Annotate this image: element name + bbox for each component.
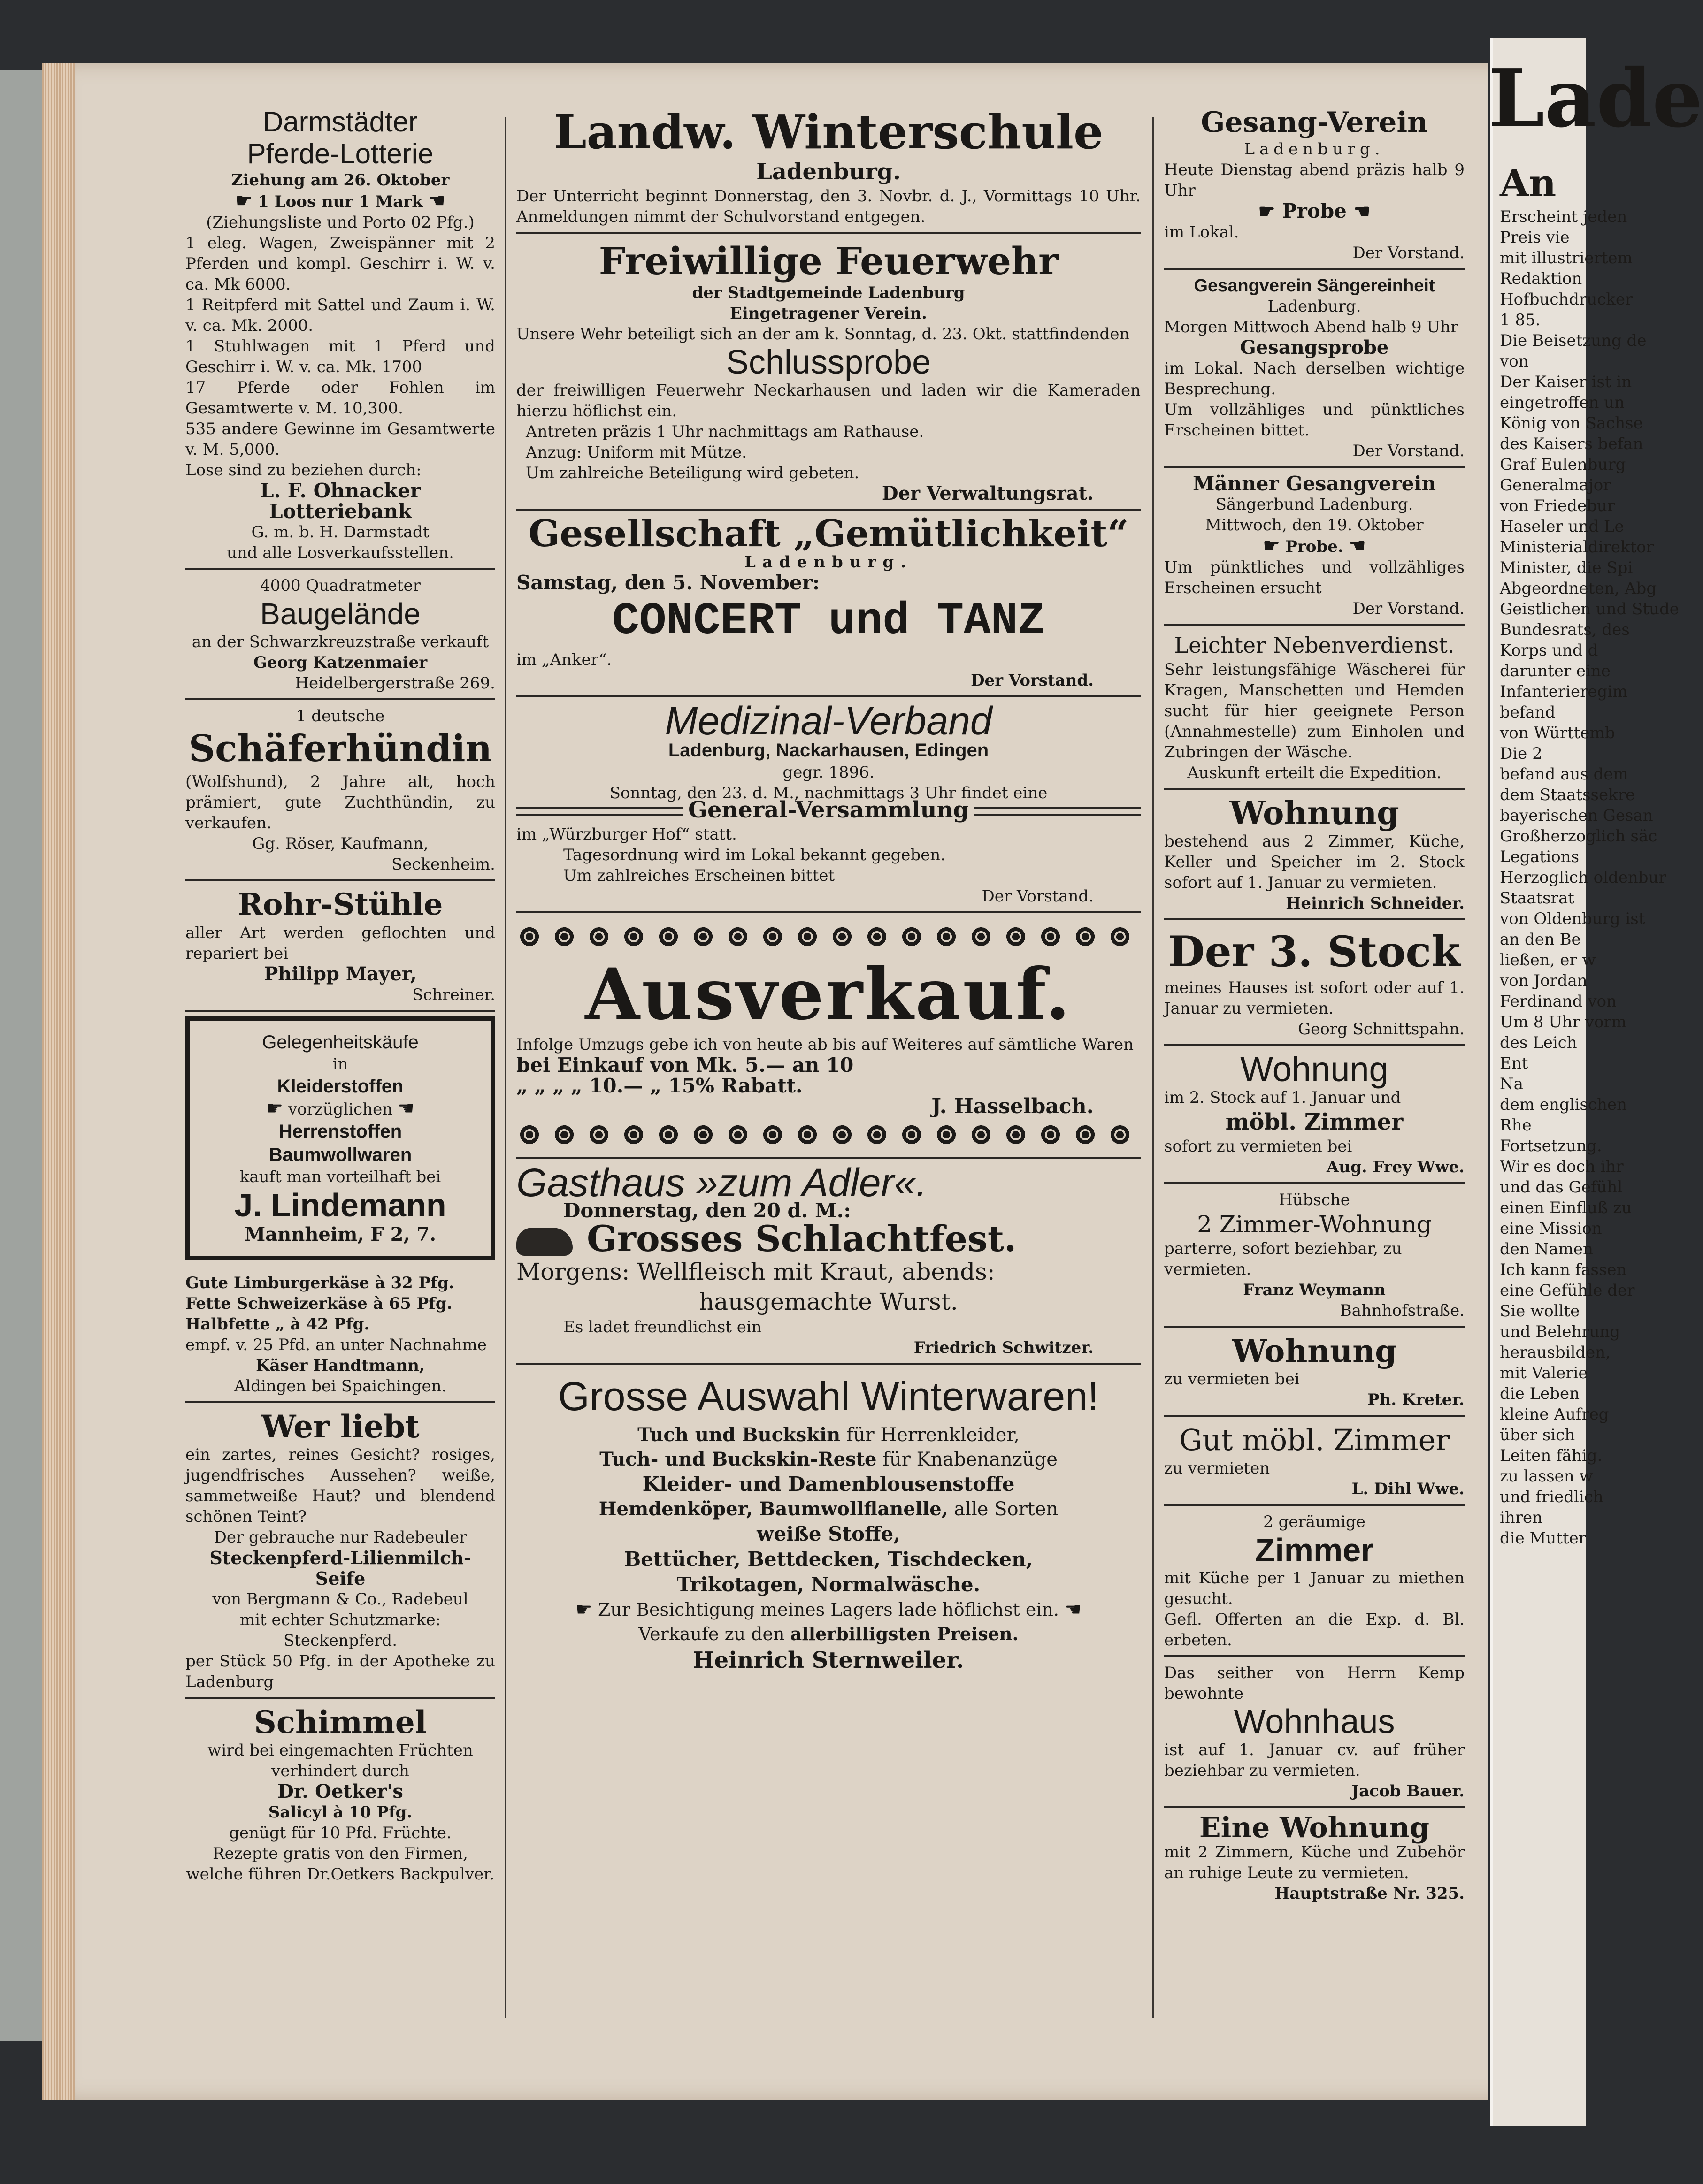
wohnung2-sub: möbl. Zimmer — [1225, 1109, 1404, 1135]
saenger-sign: Der Vorstand. — [1352, 442, 1465, 460]
adjacent-page — [1488, 38, 1703, 2126]
cheese-ad — [185, 1270, 495, 1403]
dritter-stock-ad — [1164, 923, 1465, 1046]
adjacent-page-line: Haseler und Le — [1500, 517, 1624, 536]
adjacent-page-line: Herzoglich oldenbur — [1500, 868, 1666, 887]
chairs-text: aller Art werden geflochten und repariert bei — [185, 924, 495, 963]
medizin-text: Sonntag, den 23. d. M., nachmittags 3 Uhr findet eine — [609, 784, 1048, 802]
neben-title: Leichter Nebenverdienst. — [1174, 633, 1455, 658]
pointing-hand-icon: ☛ — [235, 190, 253, 212]
medizin-sign: Der Vorstand. — [982, 887, 1094, 906]
gesang-place: Ladenburg. — [1244, 140, 1385, 159]
lindemann-line-2: ☛ vorzüglichen ☚ — [266, 1098, 414, 1119]
adjacent-page-line: bayerischen Gesan — [1500, 806, 1653, 825]
adjacent-page-line: eine Mission — [1500, 1219, 1602, 1238]
adler-line-3: Es ladet freundlichst ein — [563, 1318, 762, 1336]
lottery-title-1: Darmstädter — [262, 106, 418, 137]
adjacent-page-line: Sie wollte — [1500, 1302, 1580, 1321]
adjacent-page-line: von Jordan — [1500, 971, 1588, 990]
adjacent-page-line: von Württemb — [1500, 724, 1615, 742]
feuerwehr-sub-1: der Stadtgemeinde Ladenburg — [692, 283, 965, 302]
cheese-line-1: Gute Limburgerkäse à 32 Pfg. — [185, 1274, 454, 1292]
adjacent-page-line: Preis vie — [1500, 228, 1570, 247]
feuerwehr-line-3: Um zahlreiche Beteiligung wird gebeten. — [526, 464, 859, 482]
adjacent-page-line: Die Beisetzung de — [1500, 331, 1647, 350]
adjacent-page-line: Rhe — [1500, 1116, 1532, 1135]
adjacent-page-line: Bundesrats, des — [1500, 620, 1630, 639]
saenger-text-2: im Lokal. Nach derselben wichtige Besprechung. — [1164, 359, 1465, 398]
moebl-text: zu vermieten — [1164, 1459, 1270, 1478]
medizin-founded: gegr. 1896. — [782, 763, 875, 782]
adler-title: Gasthaus »zum Adler«. — [516, 1161, 927, 1205]
adjacent-page-line: an den Be — [1500, 930, 1581, 949]
wohnung3-title: Wohnung — [1232, 1333, 1397, 1369]
adjacent-page-line: Redaktion — [1500, 269, 1582, 288]
gemuet-place: Ladenburg. — [744, 553, 913, 572]
winterwaren-title: Grosse Auswahl Winterwaren! — [558, 1374, 1099, 1419]
book-spine — [0, 70, 45, 2041]
wohnhaus-pre: Das seither von Herrn Kemp bewohnte — [1164, 1664, 1465, 1703]
winterwaren-line-7: Trikotagen, Normalwäsche. — [676, 1573, 981, 1596]
adjacent-page-line: Generalmajor — [1500, 476, 1611, 495]
adjacent-page-line: eine Gefühle der — [1500, 1281, 1635, 1300]
adjacent-page-line: Staatsrat — [1500, 889, 1574, 908]
lindemann-ad — [185, 1016, 495, 1260]
column-rule-2 — [1152, 117, 1154, 2018]
saenger-text-3: Um vollzähliges und pünktliches Erscheinen bittet. — [1164, 400, 1465, 440]
page-edge — [42, 63, 75, 2100]
pointing-hand-icon: ☚ — [1353, 200, 1371, 222]
feuerwehr-probe: Schlussprobe — [726, 344, 931, 381]
gemuetlichkeit-ad — [516, 513, 1141, 697]
cheese-place: Aldingen bei Spaichingen. — [234, 1377, 447, 1396]
adler-line-1: Morgens: Wellfleisch mit Kraut, abends: — [516, 1258, 995, 1285]
adjacent-page-line: befand aus dem — [1500, 765, 1628, 784]
adjacent-page-line: Wir es doch ihr — [1500, 1157, 1624, 1176]
adjacent-page-line: Leiten fähig. — [1500, 1446, 1603, 1465]
adjacent-page-line: Graf Eulenburg — [1500, 455, 1626, 474]
pointing-hand-icon: ☛ — [1263, 535, 1280, 557]
lottery-prize-1: 1 eleg. Wagen, Zweispänner mit 2 Pferden und kompl. Geschirr i. W. v. ca. Mk 6000. — [185, 234, 495, 294]
adler-ad — [516, 1162, 1141, 1365]
feuerwehr-line-2: Anzug: Uniform mit Mütze. — [526, 443, 747, 462]
gesang-probe: ☛ Probe ☚ — [1258, 199, 1371, 222]
wohnung-frey-ad — [1164, 1049, 1465, 1184]
adjacent-page-line: Korps und d — [1500, 641, 1598, 660]
soap-title: Wer liebt — [261, 1408, 420, 1445]
adjacent-page-line: Ent — [1500, 1054, 1528, 1073]
winterwaren-line-5: weiße Stoffe, — [757, 1522, 900, 1545]
wohnhaus-text: ist auf 1. Januar cv. auf früher beziehbar zu vermieten. — [1164, 1741, 1465, 1780]
adjacent-page-line: 1 85. — [1500, 311, 1541, 329]
wohnhaus-name: Jacob Bauer. — [1351, 1782, 1465, 1801]
saenger-place: Ladenburg. — [1267, 297, 1361, 316]
ausverkauf-text: Infolge Umzugs gebe ich von heute ab bis auf Weiteres auf sämtliche Waren — [516, 1035, 1134, 1054]
zweizimmer-title: 2 Zimmer-Wohnung — [1197, 1211, 1432, 1238]
wohnung1-text: bestehend aus 2 Zimmer, Küche, Keller und Speicher im 2. Stock sofort auf 1. Januar zu vermieten. — [1164, 832, 1465, 892]
adjacent-page-line: Um 8 Uhr vorm — [1500, 1013, 1626, 1031]
oetker-product: Salicyl à 10 Pfg. — [268, 1803, 413, 1822]
adjacent-page-line: den Namen — [1500, 1240, 1593, 1259]
chairs-job: Schreiner. — [412, 985, 495, 1004]
adler-line-2: hausgemachte Wurst. — [699, 1288, 958, 1315]
saenger-title: Gesangverein Sängereinheit — [1194, 276, 1435, 296]
eine-wohnung-ad — [1164, 1811, 1465, 1909]
winterwaren-ad — [516, 1367, 1141, 1679]
column-rule-1 — [505, 117, 506, 2018]
adjacent-page-line: An — [1500, 161, 1557, 205]
soap-maker: von Bergmann & Co., Radebeul — [212, 1590, 468, 1609]
lottery-prize-5: 535 andere Gewinne im Gesamtwerte v. M. 5,000. — [185, 420, 495, 459]
moebliertes-zimmer-ad — [1164, 1420, 1465, 1506]
cheese-line-4: empf. v. 25 Pfd. an unter Nachnahme — [185, 1336, 487, 1354]
oetker-suff: genügt für 10 Pfd. Früchte. — [229, 1824, 452, 1842]
soap-price: per Stück 50 Pfg. in der Apotheke zu Ladenburg — [185, 1652, 495, 1691]
saenger-probe: Gesangsprobe — [1240, 336, 1389, 359]
wohnung3-name: Ph. Kreter. — [1367, 1390, 1465, 1409]
adjacent-page-line: von — [1500, 352, 1529, 371]
feuerwehr-title: Freiwillige Feuerwehr — [598, 239, 1059, 283]
adjacent-page-line: eingetroffen un — [1500, 393, 1625, 412]
lindemann-line-5: kauft man vorteilhaft bei — [239, 1168, 441, 1186]
ausverkauf-name: J. Hasselbach. — [931, 1094, 1094, 1118]
winterschule-text: Der Unterricht beginnt Donnerstag, den 3. Novbr. d. J., Vormittags 10 Uhr. Anmeldungen nimmt der Schulvorstand entgegen. — [516, 187, 1141, 226]
adjacent-page-line: kleine Aufreg — [1500, 1405, 1609, 1424]
adjacent-page-line: von Friedebur — [1500, 496, 1615, 515]
chairs-title: Rohr-Stühle — [238, 887, 443, 922]
adjacent-page-line: herausbilden, — [1500, 1343, 1611, 1362]
winterwaren-line-3: Kleider- und Damenblousenstoffe — [642, 1473, 1015, 1496]
pointing-hand-icon: ☛ — [575, 1599, 592, 1620]
wohnung2-text-2: sofort zu vermieten bei — [1164, 1137, 1352, 1156]
adjacent-page-line: mit Valerie — [1500, 1364, 1588, 1382]
zweizimmer-pre: Hübsche — [1279, 1191, 1350, 1209]
wohnung1-title: Wohnung — [1229, 794, 1399, 832]
ausverkauf-title: Ausverkauf. — [585, 953, 1072, 1036]
winterwaren-line-8: ☛ Zur Besichtigung meines Lagers lade höflichst ein. ☚ — [516, 1597, 1141, 1622]
zweizimmer-address: Bahnhofstraße. — [1340, 1301, 1465, 1320]
feuerwehr-sign: Der Verwaltungsrat. — [882, 482, 1094, 504]
medizin-places: Ladenburg, Nackarhausen, Edingen — [668, 740, 989, 761]
saenger-text: Morgen Mittwoch Abend halb 9 Uhr — [1164, 318, 1458, 336]
oetker-title: Schimmel — [254, 1704, 427, 1741]
winterwaren-line-2: Tuch- und Buckskin-Reste für Knabenanzüge — [599, 1448, 1058, 1470]
column-right — [1164, 103, 1465, 1911]
column-left — [185, 103, 495, 1892]
lottery-bank-2: G. m. b. H. Darmstadt — [251, 523, 430, 542]
dog-pre: 1 deutsche — [296, 707, 385, 725]
pointing-hand-icon: ☚ — [1065, 1599, 1082, 1620]
dog-text: (Wolfshund), 2 Jahre alt, hoch prämiert, gute Zuchthündin, zu verkaufen. — [185, 772, 495, 832]
adjacent-page-line: Der Kaiser ist in — [1500, 373, 1632, 391]
bau-size: 4000 Quadratmeter — [260, 576, 421, 595]
bau-name: Georg Katzenmaier — [253, 653, 428, 672]
lottery-bank: L. F. Ohnacker Lotteriebank — [260, 479, 421, 523]
winterwaren-line-9: Verkaufe zu den allerbilligsten Preisen. — [638, 1623, 1019, 1644]
winterschule-ad — [516, 103, 1141, 234]
wohnung2-text: im 2. Stock auf 1. Januar und — [1164, 1088, 1401, 1107]
maenner-sign: Der Vorstand. — [1352, 599, 1465, 618]
chairs-name: Philipp Mayer, — [264, 963, 417, 985]
dog-name: Gg. Röser, Kaufmann, — [252, 834, 429, 853]
zimmer-text-2: Gefl. Offerten an die Exp. d. Bl. erbeten. — [1164, 1610, 1465, 1649]
ausverkauf-line-2: „ „ „ „ 10.— „ 15% Rabatt. — [516, 1074, 803, 1097]
moebl-name: L. Dihl Wwe. — [1351, 1480, 1465, 1498]
adler-sign: Friedrich Schwitzer. — [913, 1338, 1094, 1357]
wohnung-schneider-ad — [1164, 793, 1465, 920]
lottery-title-2: Pferde-Lotterie — [247, 138, 434, 169]
column-middle — [516, 103, 1141, 1682]
adjacent-page-line: Infanterieregim — [1500, 682, 1628, 701]
adjacent-page-line: darunter eine — [1500, 662, 1611, 680]
oetker-rezepte: Rezepte gratis von den Firmen, welche führen Dr.Oetkers Backpulver. — [186, 1844, 495, 1884]
pointing-hand-icon: ☛ — [1258, 200, 1275, 222]
oetker-ad — [185, 1702, 495, 1889]
zweizimmer-text: parterre, sofort beziehbar, zu vermieten. — [1164, 1239, 1402, 1279]
maenner-title: Männer Gesangverein — [1192, 472, 1436, 495]
oetker-name: Dr. Oetker's — [277, 1780, 403, 1802]
cheese-line-2: Fette Schweizerkäse à 65 Pfg. — [185, 1294, 453, 1313]
medizin-title: Medizinal-Verband — [665, 699, 992, 743]
pointing-hand-icon: ☛ — [266, 1098, 284, 1119]
lottery-price: ☛ 1 Loos nur 1 Mark ☚ — [235, 190, 445, 212]
stock-name: Georg Schnittspahn. — [1298, 1020, 1465, 1039]
lottery-draw: Ziehung am 26. Oktober — [231, 171, 450, 190]
medizin-event: General-Versammlung — [683, 796, 974, 824]
winterwaren-name: Heinrich Sternweiler. — [693, 1647, 964, 1673]
winterschule-title: Landw. Winterschule — [553, 104, 1104, 160]
dog-title: Schäferhündin — [188, 727, 492, 770]
wohnung3-text: zu vermieten bei — [1164, 1370, 1300, 1389]
adjacent-page-line: ihren — [1500, 1508, 1543, 1527]
adjacent-page-line: dem Staatssekre — [1500, 786, 1635, 804]
adjacent-page-line: und friedlich — [1500, 1488, 1603, 1506]
einewohnung-title: Eine Wohnung — [1199, 1811, 1430, 1844]
adjacent-page-line: Hofbuchdrucker — [1500, 290, 1633, 309]
adjacent-page-line: von Oldenburg ist — [1500, 909, 1645, 928]
adjacent-page-line: König von Sachse — [1500, 414, 1643, 433]
maenner-sub: Sängerbund Ladenburg. — [1215, 495, 1413, 514]
schaeferhuendin-ad — [185, 703, 495, 881]
wohnung-kreter-ad — [1164, 1330, 1465, 1417]
wohnhaus-ad — [1164, 1660, 1465, 1808]
adjacent-page-line: ließen, er w — [1500, 951, 1596, 970]
adjacent-page-line: zu lassen w — [1500, 1467, 1593, 1486]
wohnung2-name: Aug. Frey Wwe. — [1326, 1158, 1465, 1176]
maenner-probe: ☛ Probe. ☚ — [1263, 535, 1366, 557]
adler-event: Grosses Schlachtfest. — [516, 1221, 1141, 1257]
adjacent-page-line: mit illustriertem — [1500, 249, 1633, 267]
bau-text: an der Schwarzkreuzstraße verkauft — [192, 633, 489, 651]
soap-use: Der gebrauche nur Radebeuler — [214, 1528, 467, 1547]
winterschule-place: Ladenburg. — [756, 159, 901, 185]
adjacent-page-line: über sich — [1500, 1426, 1575, 1444]
zimmer-gesucht-ad — [1164, 1509, 1465, 1657]
bau-title: Baugelände — [260, 597, 421, 631]
adjacent-page-line: die Leben — [1500, 1384, 1580, 1403]
soap-mark: mit echter Schutzmarke: Steckenpferd. — [239, 1611, 441, 1650]
stock-title: Der 3. Stock — [1168, 927, 1461, 977]
adjacent-page-line: einen Einfluß zu — [1500, 1199, 1632, 1217]
adjacent-page-line: und das Gefühl — [1500, 1178, 1623, 1197]
adjacent-page-line: Ich kann fassen — [1500, 1260, 1627, 1279]
medizinal-ad — [516, 700, 1141, 913]
steckenpferd-soap-ad — [185, 1406, 495, 1699]
adjacent-page-line: Na — [1500, 1075, 1524, 1093]
decorative-border — [516, 924, 1141, 950]
feuerwehr-text: Unsere Wehr beteiligt sich an der am k. Sonntag, d. 23. Okt. stattfindenden — [516, 325, 1130, 344]
lottery-prize-4: 17 Pferde oder Fohlen im Gesamtwerte v. M. 10,300. — [185, 378, 495, 418]
adjacent-page-line: Minister, die Spi — [1500, 558, 1633, 577]
lottery-prize-2: 1 Reitpferd mit Sattel und Zaum i. W. v. ca. Mk. 2000. — [185, 296, 495, 335]
feuerwehr-line-1: Antreten präzis 1 Uhr nachmittags am Rathause. — [526, 422, 924, 441]
zweizimmer-name: Franz Weymann — [1243, 1281, 1386, 1299]
gemuet-sign: Der Vorstand. — [971, 671, 1094, 690]
gemuet-title: Gesellschaft „Gemütlichkeit“ — [528, 512, 1129, 555]
wohnung2-title: Wohnung — [1240, 1050, 1388, 1089]
feuerwehr-text-2: der freiwilligen Feuerwehr Neckarhausen und laden wir die Kameraden hierzu höflichst ein. — [516, 381, 1141, 420]
pointing-hand-icon: ☚ — [1349, 535, 1366, 557]
neben-text: Sehr leistungsfähige Wäscherei für Kragen, Manschetten und Hemden sucht für hier geeignete Person (Annahmestelle) zum Einholen und Zubringen der Wäsche. — [1164, 660, 1465, 762]
einewohnung-text: mit 2 Zimmern, Küche und Zubehör an ruhige Leute zu vermieten. — [1164, 1843, 1465, 1882]
adjacent-page-line: Abgeordneten, Abg — [1500, 579, 1657, 598]
wohnung1-name: Heinrich Schneider. — [1286, 894, 1465, 913]
adjacent-page-line: befand — [1500, 703, 1556, 722]
adjacent-page-line: Ferdinand von — [1500, 992, 1617, 1011]
maenner-text: Um pünktliches und vollzähliges Erscheinen ersucht — [1164, 558, 1465, 597]
adjacent-page-line: Fortsetzung. — [1500, 1137, 1602, 1155]
lottery-prize-3: 1 Stuhlwagen mit 1 Pferd und Geschirr i. W. v. ca. Mk. 1700 — [185, 337, 495, 376]
zimmer-title: Zimmer — [1255, 1532, 1374, 1568]
gesang-sign: Der Vorstand. — [1352, 244, 1465, 262]
nebenverdienst-ad — [1164, 628, 1465, 790]
zweizimmer-ad — [1164, 1187, 1465, 1328]
adjacent-page-line: Die 2 — [1500, 744, 1542, 763]
bau-address: Heidelbergerstraße 269. — [295, 674, 495, 693]
winterwaren-line-1: Tuch und Buckskin für Herrenkleider, — [637, 1424, 1020, 1446]
adjacent-page-text — [1493, 160, 1679, 1549]
cheese-line-3: Halbfette „ à 42 Pfg. — [185, 1315, 370, 1334]
winterwaren-line-4: Hemdenköper, Baumwollflanelle, alle Sorten — [598, 1498, 1059, 1520]
soap-text: ein zartes, reines Gesicht? rosiges, jugendfrisches Aussehen? weiße, sammetweiße Haut? und blendend schönen Teint? — [185, 1445, 495, 1526]
gesangverein-ad — [1164, 103, 1465, 270]
maennergesang-ad — [1164, 471, 1465, 626]
einewohnung-address: Hauptstraße Nr. 325. — [1274, 1884, 1465, 1903]
moebl-title: Gut möbl. Zimmer — [1179, 1423, 1450, 1457]
baugelaende-ad — [185, 573, 495, 700]
saengereinheit-ad — [1164, 273, 1465, 468]
adjacent-page-line: Erscheint jeden — [1500, 207, 1627, 226]
zimmer-pre: 2 geräumige — [1263, 1512, 1365, 1531]
cheese-name: Käser Handtmann, — [256, 1356, 425, 1375]
pointing-hand-icon: ☚ — [428, 190, 445, 212]
medizin-where: im „Würzburger Hof“ statt. — [516, 825, 737, 844]
lottery-list: (Ziehungsliste und Porto 02 Pfg.) — [206, 213, 475, 232]
stock-text: meines Hauses ist sofort oder auf 1. Januar zu vermieten. — [1164, 978, 1465, 1018]
gesang-where: im Lokal. — [1164, 223, 1239, 242]
lindemann-name: J. Lindemann — [234, 1187, 446, 1223]
lottery-ad — [185, 103, 495, 570]
adjacent-page-line: dem englischen — [1500, 1095, 1627, 1114]
oetker-text: wird bei eingemachten Früchten verhindert durch — [207, 1741, 473, 1780]
gemuet-where: im „Anker“. — [516, 650, 612, 669]
lindemann-line-4: Baumwollwaren — [268, 1145, 412, 1165]
feuerwehr-ad — [516, 237, 1141, 511]
winterwaren-line-6: Bettücher, Bettdecken, Tischdecken, — [624, 1548, 1033, 1571]
maenner-date: Mittwoch, den 19. Oktober — [1205, 516, 1424, 535]
pointing-hand-icon: ☚ — [397, 1098, 414, 1119]
lindemann-in: in — [332, 1055, 348, 1074]
gesang-text: Heute Dienstag abend präzis halb 9 Uhr — [1164, 160, 1465, 200]
gemuet-date: Samstag, den 5. November: — [516, 571, 820, 594]
rohrstuehle-ad — [185, 884, 495, 1012]
adjacent-page-line: Ministerialdirektor — [1500, 538, 1654, 557]
zimmer-text: mit Küche per 1 Januar zu miethen gesucht. — [1164, 1569, 1465, 1608]
pig-icon — [516, 1228, 573, 1256]
adler-date: Donnerstag, den 20 d. M.: — [563, 1199, 851, 1222]
decorative-border — [516, 1122, 1141, 1148]
adjacent-page-line: die Mutter — [1500, 1529, 1586, 1548]
adjacent-page-line: Legations — [1500, 848, 1580, 866]
lindemann-title: Gelegenheitskäufe — [262, 1032, 419, 1053]
soap-brand: Steckenpferd-Lilienmilch-Seife — [209, 1547, 471, 1589]
adjacent-page-line: Großherzoglich säc — [1500, 827, 1657, 846]
adjacent-page-line: und Belehrung — [1500, 1322, 1620, 1341]
medizin-line-1: Tagesordnung wird im Lokal bekannt gegeben. — [563, 846, 946, 864]
wohnhaus-title: Wohnhaus — [1234, 1703, 1395, 1741]
adjacent-masthead: Lade — [1488, 52, 1703, 145]
adjacent-page-line: Geistlichen und Stude — [1500, 600, 1679, 619]
ausverkauf-line-1: bei Einkauf von Mk. 5.— an 10 — [516, 1054, 854, 1077]
lindemann-line-3: Herrenstoffen — [278, 1121, 402, 1142]
lindemann-line-1: Kleiderstoffen — [277, 1076, 404, 1097]
gemuet-event: CONCERT und TANZ — [612, 596, 1045, 647]
lindemann-place: Mannheim, F 2, 7. — [244, 1223, 437, 1245]
adjacent-page-line: des Leich — [1500, 1033, 1577, 1052]
lottery-bank-3: und alle Losverkaufsstellen. — [226, 543, 454, 562]
gesang-title: Gesang-Verein — [1201, 106, 1428, 139]
ausverkauf-ad — [516, 916, 1141, 1159]
dog-place: Seckenheim. — [391, 855, 495, 874]
adjacent-page-line: des Kaisers befan — [1500, 435, 1643, 453]
neben-info: Auskunft erteilt die Expedition. — [1187, 764, 1442, 782]
lottery-via: Lose sind zu beziehen durch: — [185, 461, 422, 480]
medizin-line-2: Um zahlreiches Erscheinen bittet — [563, 866, 835, 885]
feuerwehr-sub-2: Eingetragener Verein. — [729, 304, 928, 323]
